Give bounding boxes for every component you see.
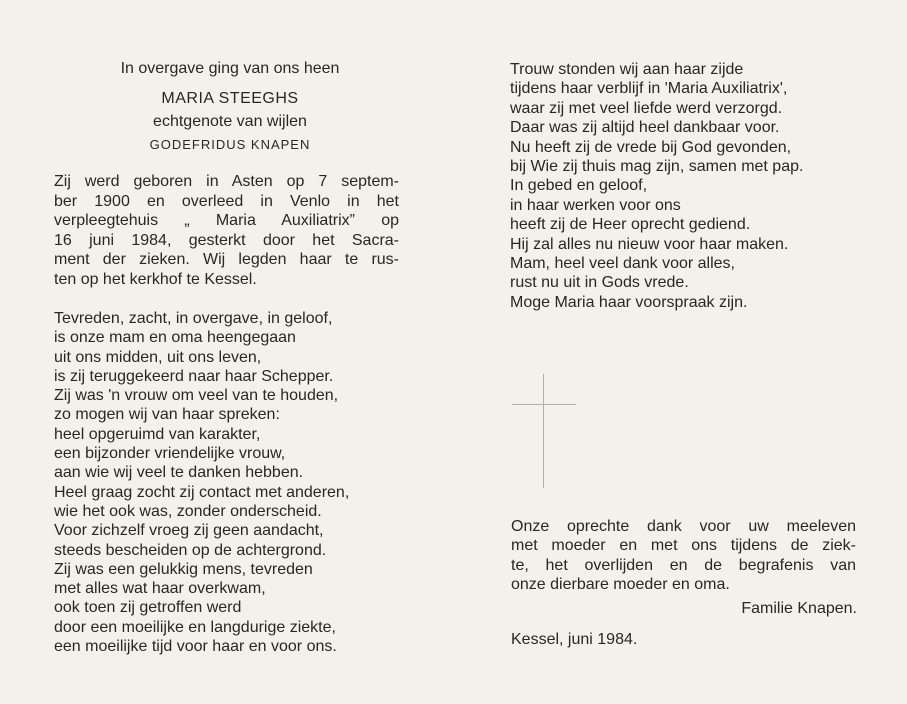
poem-line: door een moeilijke en langdurige ziekte,	[54, 618, 336, 636]
poem-line: Mam, heel veel dank voor alles,	[510, 255, 735, 273]
thanks-line: met moeder en met ons tijdens de ziek-	[511, 537, 856, 555]
spouse-label: echtgenote van wijlen	[153, 113, 307, 130]
poem-line: heeft zij de Heer oprecht gediend.	[510, 216, 751, 234]
thanks-paragraph	[511, 517, 856, 595]
family-signature: Familie Knapen.	[741, 600, 857, 617]
poem-line: rust nu uit in Gods vrede.	[510, 274, 689, 292]
place-date: Kessel, juni 1984.	[511, 631, 638, 648]
poem-line: waar zij met veel liefde werd verzorgd.	[510, 99, 783, 117]
poem-line: heel opgeruimd van karakter,	[54, 425, 261, 443]
poem-line: Moge Maria haar voorspraak zijn.	[510, 293, 748, 311]
poem-line: in haar werken voor ons	[510, 196, 681, 214]
poem-line: Trouw stonden wij aan haar zijde	[510, 61, 744, 78]
poem-line: Tevreden, zacht, in overgave, in geloof,	[54, 310, 333, 327]
poem-line: Zij was 'n vrouw om veel van te houden,	[54, 387, 339, 405]
poem-line: Nu heeft zij de vrede bij God gevonden,	[510, 138, 792, 156]
poem-line: bij Wie zij thuis mag zijn, samen met pap.	[510, 158, 804, 176]
poem-line: Zij was een gelukkig mens, tevreden	[54, 560, 313, 578]
cross-icon-horizontal	[512, 404, 576, 405]
poem-line: Daar was zij altijd heel dankbaar voor.	[510, 119, 780, 137]
biography-line: Zij werd geboren in Asten op 7 septem-	[54, 173, 399, 190]
poem-left	[54, 309, 414, 656]
poem-line: uit ons midden, uit ons leven,	[54, 348, 262, 366]
thanks-line: Onze oprechte dank voor uw meeleven	[511, 518, 856, 535]
biography-line: ten op het kerkhof te Kessel.	[54, 270, 257, 288]
poem-line: Hij zal alles nu nieuw voor haar maken.	[510, 235, 789, 253]
biography-line: verpleegtehuis „ Maria Auxiliatrix” op	[54, 212, 399, 230]
poem-line: ook toen zij getroffen werd	[54, 599, 242, 617]
biography-line: ber 1900 en overleed in Venlo in het	[54, 192, 399, 210]
biography-line: ment der zieken. Wij legden haar te rus-	[54, 251, 399, 269]
poem-line: is zij teruggekeerd naar haar Schepper.	[54, 367, 334, 385]
poem-line: Voor zichzelf vroeg zij geen aandacht,	[54, 522, 324, 540]
poem-line: wie het ook was, zonder onderscheid.	[54, 502, 322, 520]
poem-line: steeds bescheiden op de achtergrond.	[54, 541, 327, 559]
poem-line: zo mogen wij van haar spreken:	[54, 406, 280, 424]
thanks-line: te, het overlijden en de begrafenis van	[511, 556, 856, 574]
poem-line: is onze mam en oma heengegaan	[54, 329, 296, 347]
poem-line: met alles wat haar overkwam,	[54, 580, 266, 598]
poem-line: tijdens haar verblijf in 'Maria Auxiliatrix',	[510, 80, 788, 98]
biography-line: 16 juni 1984, gesterkt door het Sacra-	[54, 231, 399, 249]
poem-line: een moeilijke tijd voor haar en voor ons.	[54, 638, 337, 656]
intro-line: In overgave ging van ons heen	[120, 60, 340, 77]
deceased-name: MARIA STEEGHS	[161, 90, 299, 107]
poem-right	[510, 60, 890, 312]
thanks-line: onze dierbare moeder en oma.	[511, 576, 730, 594]
cross-icon-vertical	[543, 374, 544, 488]
poem-line: een bijzonder vriendelijke vrouw,	[54, 445, 286, 463]
biography-paragraph	[54, 172, 399, 290]
poem-line: aan wie wij veel te danken hebben.	[54, 464, 304, 482]
poem-line: In gebed en geloof,	[510, 177, 648, 195]
poem-line: Heel graag zocht zij contact met anderen,	[54, 483, 350, 501]
spouse-name: GODEFRIDUS KNAPEN	[149, 137, 311, 152]
